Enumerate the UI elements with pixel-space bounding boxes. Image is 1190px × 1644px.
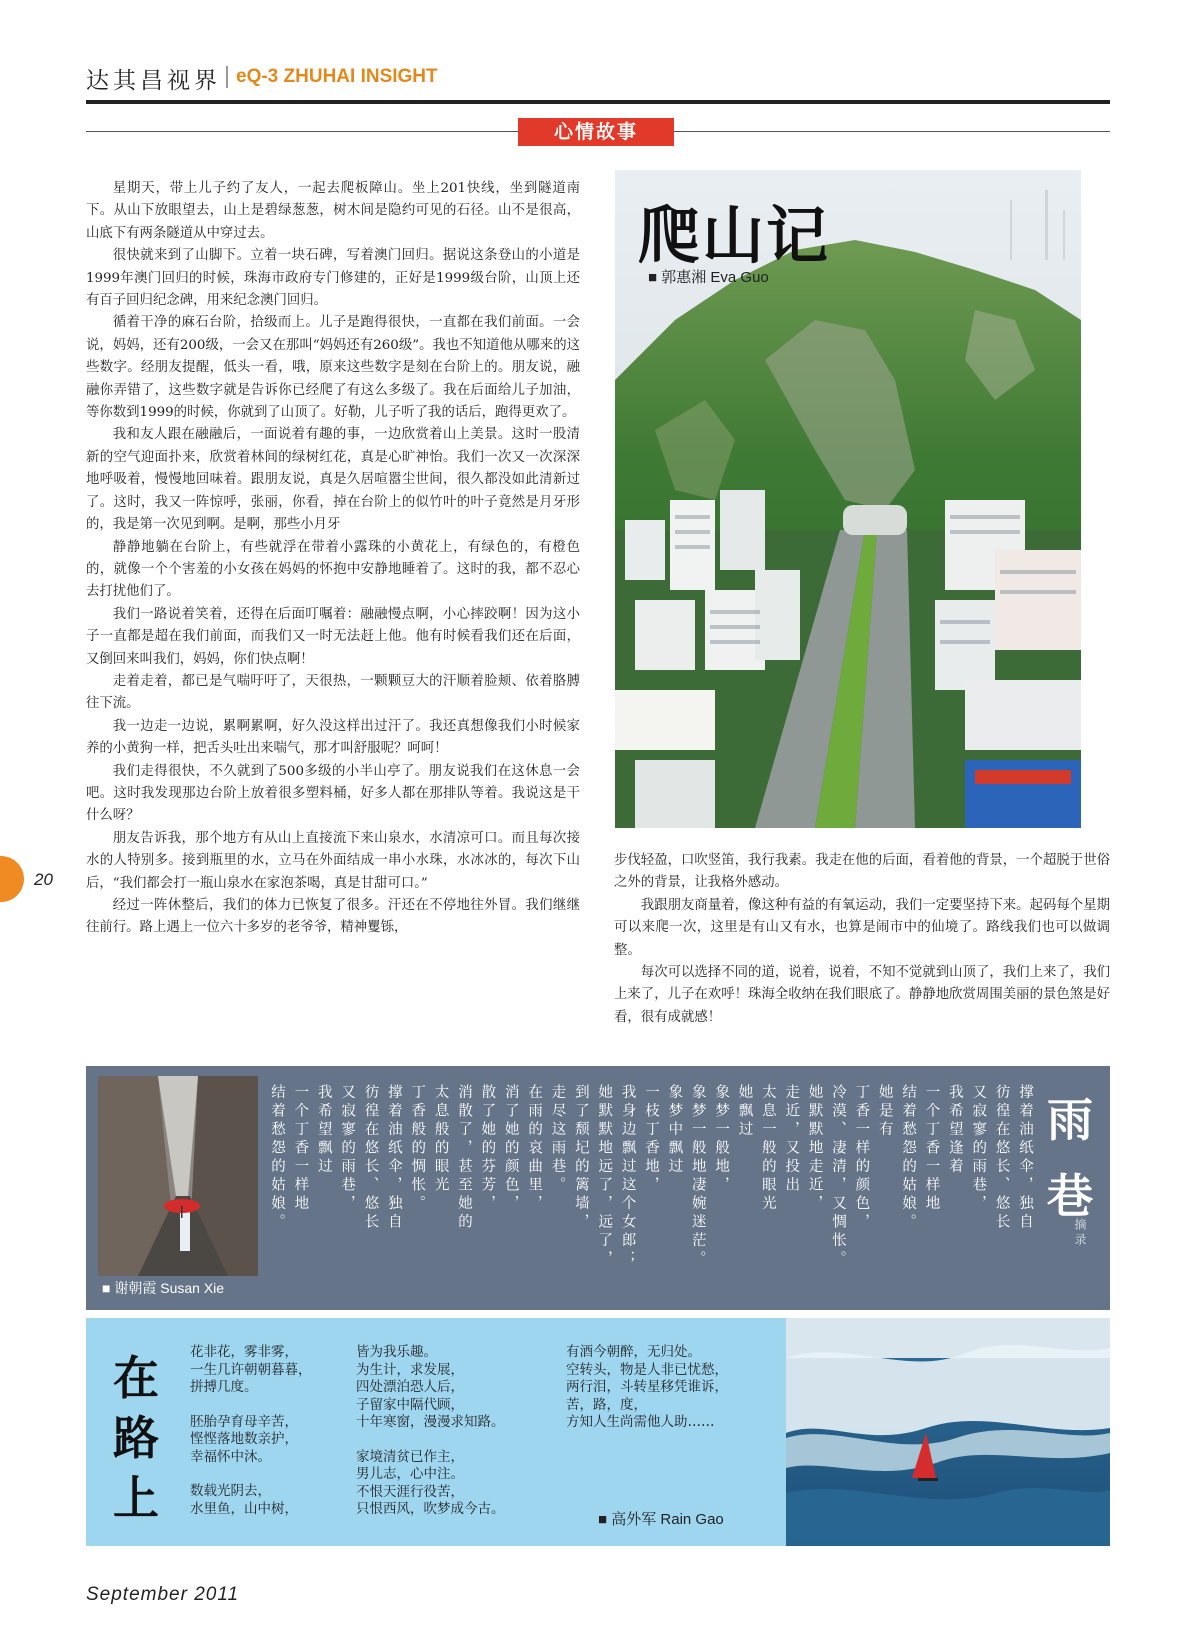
article-paragraph: 我一边走一边说，累啊累啊，好久没这样出过汗了。我还真想像我们小时候家养的小黄狗一样，把舌头吐出来喘气，那才叫舒服呢？呵呵！ xyxy=(86,718,580,757)
poem-line: 家境清贫已作主， xyxy=(356,1448,464,1465)
poem-line: 到了颓圮的篱墙， xyxy=(572,1084,589,1232)
poem-line: 丁香一样的颜色， xyxy=(853,1084,870,1232)
article-paragraph: 我们走得很快，不久就到了500多级的小半山亭了。朋友说我们在这休息一会吧。这时我发现那边台阶上放着很多塑料桶，好多人都在那排队等着。我说这是干什么呀？ xyxy=(86,763,580,824)
poem-line: 消散了，甚至她的 xyxy=(456,1084,472,1232)
poem-line: 幸福怀中沐。 xyxy=(190,1448,271,1465)
poem-line: 只恨西风，吹梦成今古。 xyxy=(356,1501,505,1517)
article-paragraph: 每次可以选择不同的道，说着，说着，不知不觉就到山顶了，我们上来了，我们上来了，儿子在欢呼！珠海全收纳在我们眼底了。静静地欣赏周围美丽的景色煞是好看，很有成就感！ xyxy=(614,965,1110,1025)
poem-line: 散了她的芬芳， xyxy=(479,1084,496,1214)
poem-line: 皆为我乐趣。 xyxy=(356,1344,437,1360)
poem-line: 撑着油纸伞，独自 xyxy=(385,1084,402,1232)
poem-line: 在雨的哀曲里， xyxy=(526,1084,543,1214)
poem-line: 水里鱼，山中树， xyxy=(190,1500,298,1517)
poem-line: 四处漂泊恐人后， xyxy=(356,1379,464,1395)
poem-line: 象梦中飘过 xyxy=(666,1084,683,1177)
article-title: 爬山记 xyxy=(638,199,831,272)
poem-line: 丁香般的惆怅。 xyxy=(409,1084,426,1214)
poem-line: 苦，路，度， xyxy=(566,1396,647,1413)
rain-poem-body xyxy=(268,1084,1034,1294)
road-poem-column-3 xyxy=(566,1344,728,1432)
poem-line: 不恨天涯行役苦， xyxy=(356,1483,464,1500)
road-poem-column-2 xyxy=(356,1344,505,1519)
rain-poem-title: 雨巷 xyxy=(1047,1093,1093,1223)
road-poem-author: ■ 高外军 Rain Gao xyxy=(598,1511,724,1528)
poem-line: 冷漠、凄清，又惆怅。 xyxy=(830,1084,846,1269)
poem-line: 又寂寥的雨巷， xyxy=(339,1084,356,1214)
poem-line: 结着愁怨的姑娘。 xyxy=(269,1084,285,1232)
article-paragraph: 我们一路说着笑着，还得在后面叮嘱着：融融慢点啊，小心摔跤啊！因为这小子一直都是超在我们前面，而我们又一时无法赶上他。他有时候看我们还在后面，又倒回来叫我们，妈妈，你们快点啊！ xyxy=(86,606,580,667)
poem-line: 她默默地走近， xyxy=(806,1084,823,1214)
poem-line: 我希望逢着 xyxy=(946,1084,963,1177)
poem-line: 我希望飘过 xyxy=(315,1084,332,1177)
road-poem-title: 在路上 xyxy=(113,1351,159,1525)
article-paragraph: 星期天，带上儿子约了友人，一起去爬板障山。坐上201快线，坐到隧道南下。从山下放眼望去，山上是碧绿葱葱，树木间是隐约可见的石径。山不是很高，山底下有两条隧道从中穿过去。 xyxy=(86,181,580,241)
poem-line: 为生计，求发展， xyxy=(356,1361,464,1378)
poem-line: 方知人生尚需他人助…… xyxy=(566,1414,715,1430)
poem-line: 消了她的颜色， xyxy=(502,1084,519,1214)
article-paragraph: 循着干净的麻石台阶，拾级而上。儿子是跑得很快，一直都在我们前面。一会说，妈妈，还有200级，一会又在那叫“妈妈还有260级”。我也不知道他从哪来的这些数字。经朋友提醒，低头一看，哦，原来这些数字是刻在台阶上的。朋友说，融融你弄错了，这些数字就是告诉你已经爬了有这么多级了。我在后面给儿子加油，等你数到1999的时候，你就到了山顶了。好勒，儿子听了我的话后，跑得更欢了。 xyxy=(86,315,580,421)
poem-line: 拼搏几度。 xyxy=(190,1379,258,1395)
poem-line: 十年寒窗，漫漫求知路。 xyxy=(356,1414,505,1430)
poem-line: 一枝丁香地， xyxy=(643,1084,659,1195)
poem-line: 结着愁怨的姑娘。 xyxy=(900,1084,917,1232)
issue-date: September 2011 xyxy=(86,1584,240,1605)
article-paragraph: 步伐轻盈，口吹竖笛，我行我素。我走在他的后面，看着他的背景，一个超脱于世俗之外的背景，让我格外感动。 xyxy=(614,853,1110,891)
poem-line: 走尽这雨巷。 xyxy=(549,1084,566,1195)
article-column-left xyxy=(86,178,580,940)
poem-line: 象梦一般地凄婉迷茫。 xyxy=(689,1084,706,1269)
article-paragraph: 我跟朋友商量着，像这种有益的有氧运动，我们一定要坚持下来。起码每个星期可以来爬一次，这里是有山又有水，也算是闹市中的仙境了。路线我们也可以做调整。 xyxy=(614,897,1110,958)
poem-line: 她默默地远了，远了， xyxy=(596,1084,613,1269)
page-tab xyxy=(0,856,24,902)
poem-line: 太息一般的眼光 xyxy=(759,1084,776,1214)
poem-line: 两行泪，斗转星移凭谁诉， xyxy=(566,1379,728,1395)
article-paragraph: 很快就来到了山脚下。立着一块石碑，写着澳门回归。据说这条登山的小道是1999年澳门回归的时候，珠海市政府专门修建的，正好是1999级台阶，山顶上还有百子回归纪念碑，用来纪念澳门回归。 xyxy=(86,248,580,309)
poem-line: 彷徨在悠长、悠长 xyxy=(362,1084,379,1232)
rain-photo-caption: ■ 谢朝霞 Susan Xie xyxy=(102,1280,225,1296)
poem-line: 空转头，物是人非已忧愁， xyxy=(566,1361,728,1378)
poem-line: 撑着油纸伞，独自 xyxy=(1017,1084,1033,1232)
article-paragraph: 静静地躺在台阶上，有些就浮在带着小露珠的小黄花上，有绿色的，有橙色的，就像一个个害羞的小女孩在妈妈的怀抱中安静地睡着了。这时的我，都不忍心去打扰他们了。 xyxy=(86,539,580,600)
poem-line: 象梦一般地， xyxy=(713,1084,730,1195)
article-paragraph: 我和友人跟在融融后，一面说着有趣的事，一边欣赏着山上美景。这时一股清新的空气迎面扑来，欣赏着林间的绿树红花，真是心旷神怡。我们一次又一次深深地呼吸着，慢慢地回味着。跟朋友说，真是久居喧嚣尘世间，很久都没如此清新过了。这时，我又一阵惊呼，张丽，你看，掉在台阶上的似竹叶的叶子竟然是月牙形的，我是第一次见到啊。是啊，那些小月牙 xyxy=(86,427,580,533)
section-label: 心情故事 xyxy=(518,118,674,146)
poem-line: 走近，又投出 xyxy=(783,1084,800,1195)
poem-line: 她是有 xyxy=(876,1084,893,1140)
road-poem-column-1 xyxy=(190,1344,312,1518)
poem-line: 一个丁香一样地 xyxy=(923,1084,940,1214)
article-paragraph: 朋友告诉我，那个地方有从山上直接流下来山泉水，水清凉可口。而且每次接水的人特别多。接到瓶里的水，立马在外面结成一串小水珠，水冰冰的，每次下山后，“我们都会打一瓶山泉水在家泡茶喝，真是甘甜可口。” xyxy=(86,830,580,891)
article-author: ■ 郭惠湘 Eva Guo xyxy=(648,269,769,286)
poem-line: 一个丁香一样地 xyxy=(292,1084,309,1214)
header-divider xyxy=(226,66,228,88)
poem-line: 有酒今朝醉，无归处。 xyxy=(566,1344,701,1360)
magazine-title: 达其昌视界 xyxy=(86,68,221,94)
poem-line: 数载光阴去， xyxy=(190,1483,271,1499)
article-paragraph: 经过一阵休整后，我们的体力已恢复了很多。汗还在不停地往外冒。我们继继往前行。路上遇上一位六十多岁的老爷爷，精神矍铄， xyxy=(86,898,580,936)
poem-line: 彷徨在悠长、悠长 xyxy=(993,1084,1010,1232)
poem-line: 悭悭落地数亲护， xyxy=(190,1431,298,1447)
poem-line: 我身边飘过这个女郎； xyxy=(619,1084,636,1269)
poem-line: 一生几许朝朝暮暮， xyxy=(190,1361,312,1378)
magazine-subtitle: eQ-3 ZHUHAI INSIGHT xyxy=(236,66,438,87)
poem-line: 胚胎孕育母辛苦， xyxy=(190,1413,298,1430)
poem-line: 子留家中隔代顾， xyxy=(356,1396,464,1413)
rain-poem-note: 摘录 xyxy=(1073,1218,1087,1248)
poem-line: 又寂寥的雨巷， xyxy=(970,1084,987,1214)
poem-line: 太息般的眼光 xyxy=(432,1084,449,1195)
poem-line: 花非花，雾非雾， xyxy=(190,1344,298,1360)
header-rule-thick xyxy=(86,100,1110,104)
article-column-right xyxy=(614,850,1110,1029)
poem-line: 她飘过 xyxy=(736,1084,753,1140)
poem-line: 男儿志，心中注。 xyxy=(356,1466,464,1482)
page-number: 20 xyxy=(34,870,53,889)
windsurf-photo xyxy=(786,1318,1110,1546)
article-paragraph: 走着走着，都已是气喘吁吁了，天很热，一颗颗豆大的汗顺着脸颊、依着胳膊往下流。 xyxy=(86,673,580,712)
rain-alley-photo xyxy=(98,1076,258,1276)
